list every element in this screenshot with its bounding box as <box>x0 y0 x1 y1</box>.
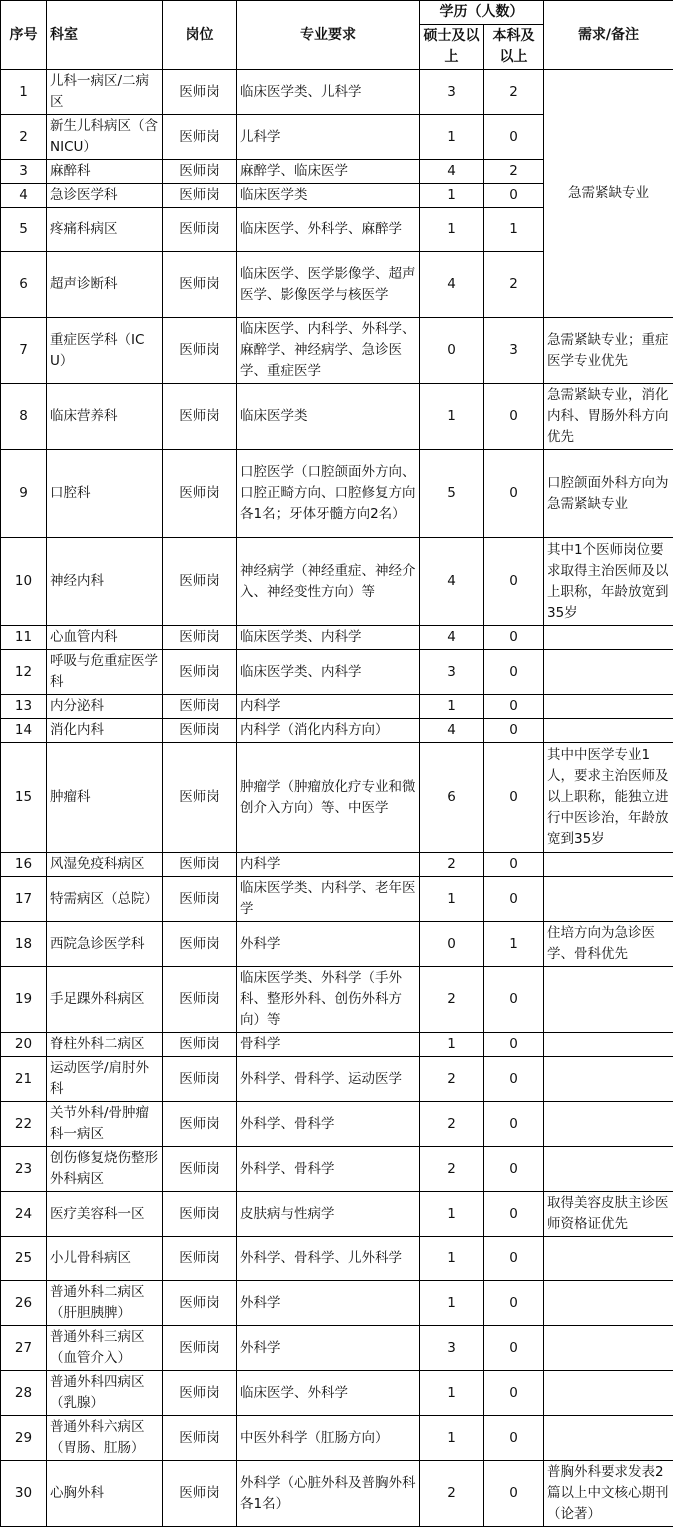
cell-master: 4 <box>420 252 484 318</box>
cell-dept: 新生儿科病区（含NICU） <box>47 115 163 160</box>
cell-bachelor: 0 <box>484 384 544 450</box>
cell-bachelor: 0 <box>484 650 544 695</box>
cell-remark-merged: 急需紧缺专业 <box>544 70 673 318</box>
cell-remark: 取得美容皮肤主诊医师资格证优先 <box>544 1192 673 1237</box>
cell-master: 2 <box>420 1102 484 1147</box>
cell-dept: 普通外科二病区（肝胆胰脾） <box>47 1281 163 1326</box>
cell-major: 口腔医学（口腔颌面外方向、口腔正畸方向、口腔修复方向各1名；牙体牙髓方向2名） <box>237 450 420 538</box>
cell-major: 肿瘤学（肿瘤放化疗专业和微创介入方向）等、中医学 <box>237 743 420 853</box>
cell-remark <box>544 1102 673 1147</box>
cell-no: 28 <box>1 1371 47 1416</box>
cell-remark <box>544 626 673 650</box>
cell-no: 8 <box>1 384 47 450</box>
cell-remark <box>544 1057 673 1102</box>
cell-post: 医师岗 <box>163 538 237 626</box>
table-row <box>1 1057 673 1102</box>
cell-bachelor: 2 <box>484 70 544 115</box>
cell-bachelor: 0 <box>484 1033 544 1057</box>
cell-major: 麻醉学、临床医学 <box>237 160 420 184</box>
cell-no: 18 <box>1 922 47 967</box>
cell-major: 临床医学、外科学、麻醉学 <box>237 208 420 252</box>
cell-dept: 超声诊断科 <box>47 252 163 318</box>
cell-post: 医师岗 <box>163 70 237 115</box>
cell-major: 外科学 <box>237 922 420 967</box>
cell-master: 1 <box>420 1281 484 1326</box>
cell-post: 医师岗 <box>163 719 237 743</box>
table-row <box>1 626 673 650</box>
cell-major: 外科学、骨科学、运动医学 <box>237 1057 420 1102</box>
cell-master: 1 <box>420 1371 484 1416</box>
cell-no: 10 <box>1 538 47 626</box>
cell-dept: 关节外科/骨肿瘤科一病区 <box>47 1102 163 1147</box>
cell-remark <box>544 1326 673 1371</box>
table-row <box>1 967 673 1033</box>
cell-remark <box>544 1033 673 1057</box>
cell-master: 2 <box>420 967 484 1033</box>
cell-no: 30 <box>1 1461 47 1527</box>
cell-no: 9 <box>1 450 47 538</box>
cell-major: 临床医学类、儿科学 <box>237 70 420 115</box>
table-row <box>1 318 673 384</box>
cell-major: 临床医学、外科学 <box>237 1371 420 1416</box>
cell-major: 骨科学 <box>237 1033 420 1057</box>
cell-remark <box>544 650 673 695</box>
cell-remark: 普胸外科要求发表2篇以上中文核心期刊（论著） <box>544 1461 673 1527</box>
cell-dept: 神经内科 <box>47 538 163 626</box>
table-row <box>1 1281 673 1326</box>
cell-post: 医师岗 <box>163 160 237 184</box>
cell-no: 17 <box>1 877 47 922</box>
cell-bachelor: 0 <box>484 626 544 650</box>
cell-remark <box>544 1371 673 1416</box>
cell-bachelor: 0 <box>484 1057 544 1102</box>
cell-bachelor: 0 <box>484 695 544 719</box>
cell-dept: 手足踝外科病区 <box>47 967 163 1033</box>
cell-major: 外科学、骨科学、儿外科学 <box>237 1237 420 1281</box>
header-remark: 需求/备注 <box>544 1 673 70</box>
cell-major: 临床医学类 <box>237 184 420 208</box>
cell-dept: 呼吸与危重症医学科 <box>47 650 163 695</box>
cell-post: 医师岗 <box>163 1147 237 1192</box>
cell-dept: 疼痛科病区 <box>47 208 163 252</box>
table-row <box>1 650 673 695</box>
cell-bachelor: 0 <box>484 115 544 160</box>
cell-post: 医师岗 <box>163 450 237 538</box>
cell-master: 5 <box>420 450 484 538</box>
table-row <box>1 1237 673 1281</box>
cell-post: 医师岗 <box>163 743 237 853</box>
cell-major: 外科学（心脏外科及普胸外科各1名） <box>237 1461 420 1527</box>
cell-major: 临床医学类 <box>237 384 420 450</box>
cell-major: 临床医学类、内科学 <box>237 626 420 650</box>
header-bachelor: 本科及以上 <box>484 25 544 70</box>
table-row <box>1 1371 673 1416</box>
cell-post: 医师岗 <box>163 1102 237 1147</box>
cell-no: 26 <box>1 1281 47 1326</box>
cell-master: 2 <box>420 1147 484 1192</box>
cell-major: 外科学 <box>237 1281 420 1326</box>
cell-master: 4 <box>420 160 484 184</box>
cell-post: 医师岗 <box>163 1281 237 1326</box>
table-row <box>1 877 673 922</box>
cell-remark <box>544 1237 673 1281</box>
cell-dept: 口腔科 <box>47 450 163 538</box>
cell-major: 临床医学类、内科学、老年医学 <box>237 877 420 922</box>
cell-no: 7 <box>1 318 47 384</box>
cell-post: 医师岗 <box>163 184 237 208</box>
cell-remark: 口腔颌面外科方向为急需紧缺专业 <box>544 450 673 538</box>
cell-bachelor: 0 <box>484 1371 544 1416</box>
cell-no: 23 <box>1 1147 47 1192</box>
cell-post: 医师岗 <box>163 1416 237 1461</box>
cell-no: 20 <box>1 1033 47 1057</box>
table-row <box>1 1326 673 1371</box>
cell-dept: 消化内科 <box>47 719 163 743</box>
cell-dept: 心胸外科 <box>47 1461 163 1527</box>
cell-no: 6 <box>1 252 47 318</box>
cell-bachelor: 3 <box>484 318 544 384</box>
table-row <box>1 1192 673 1237</box>
cell-dept: 小儿骨科病区 <box>47 1237 163 1281</box>
cell-no: 14 <box>1 719 47 743</box>
cell-master: 3 <box>420 1326 484 1371</box>
cell-bachelor: 0 <box>484 743 544 853</box>
cell-dept: 西院急诊医学科 <box>47 922 163 967</box>
cell-post: 医师岗 <box>163 650 237 695</box>
table-row <box>1 1147 673 1192</box>
cell-bachelor: 0 <box>484 450 544 538</box>
cell-no: 1 <box>1 70 47 115</box>
cell-master: 1 <box>420 1033 484 1057</box>
cell-dept: 心血管内科 <box>47 626 163 650</box>
cell-post: 医师岗 <box>163 1461 237 1527</box>
cell-dept: 普通外科六病区（胃肠、肛肠） <box>47 1416 163 1461</box>
table-row <box>1 922 673 967</box>
cell-master: 1 <box>420 1192 484 1237</box>
header-master: 硕士及以上 <box>420 25 484 70</box>
cell-bachelor: 0 <box>484 877 544 922</box>
cell-no: 11 <box>1 626 47 650</box>
cell-no: 21 <box>1 1057 47 1102</box>
cell-major: 中医外科学（肛肠方向） <box>237 1416 420 1461</box>
cell-master: 3 <box>420 650 484 695</box>
cell-dept: 创伤修复烧伤整形外科病区 <box>47 1147 163 1192</box>
cell-remark: 住培方向为急诊医学、骨科优先 <box>544 922 673 967</box>
cell-dept: 运动医学/肩肘外科 <box>47 1057 163 1102</box>
cell-remark <box>544 853 673 877</box>
cell-master: 2 <box>420 853 484 877</box>
header-major: 专业要求 <box>237 1 420 70</box>
table-row <box>1 695 673 719</box>
table-row <box>1 450 673 538</box>
table-row <box>1 70 673 115</box>
table-row <box>1 1102 673 1147</box>
cell-bachelor: 0 <box>484 1147 544 1192</box>
cell-post: 医师岗 <box>163 626 237 650</box>
cell-remark <box>544 1281 673 1326</box>
cell-no: 16 <box>1 853 47 877</box>
cell-remark: 急需紧缺专业；重症医学专业优先 <box>544 318 673 384</box>
cell-post: 医师岗 <box>163 384 237 450</box>
cell-post: 医师岗 <box>163 318 237 384</box>
cell-no: 3 <box>1 160 47 184</box>
cell-bachelor: 0 <box>484 1281 544 1326</box>
cell-bachelor: 1 <box>484 208 544 252</box>
cell-major: 内科学（消化内科方向） <box>237 719 420 743</box>
table-row <box>1 384 673 450</box>
cell-master: 1 <box>420 115 484 160</box>
table-row <box>1 719 673 743</box>
cell-dept: 内分泌科 <box>47 695 163 719</box>
cell-no: 29 <box>1 1416 47 1461</box>
table-row <box>1 538 673 626</box>
cell-dept: 特需病区（总院） <box>47 877 163 922</box>
cell-dept: 临床营养科 <box>47 384 163 450</box>
cell-bachelor: 0 <box>484 1192 544 1237</box>
cell-major: 神经病学（神经重症、神经介入、神经变性方向）等 <box>237 538 420 626</box>
cell-post: 医师岗 <box>163 1033 237 1057</box>
cell-no: 22 <box>1 1102 47 1147</box>
cell-remark <box>544 967 673 1033</box>
cell-dept: 风湿免疫科病区 <box>47 853 163 877</box>
header-row-1 <box>1 1 673 25</box>
cell-post: 医师岗 <box>163 877 237 922</box>
cell-no: 13 <box>1 695 47 719</box>
cell-post: 医师岗 <box>163 1237 237 1281</box>
cell-bachelor: 2 <box>484 160 544 184</box>
cell-dept: 普通外科三病区（血管介入） <box>47 1326 163 1371</box>
cell-bachelor: 0 <box>484 967 544 1033</box>
cell-master: 6 <box>420 743 484 853</box>
cell-bachelor: 2 <box>484 252 544 318</box>
cell-bachelor: 0 <box>484 538 544 626</box>
cell-post: 医师岗 <box>163 1371 237 1416</box>
cell-dept: 儿科一病区/二病区 <box>47 70 163 115</box>
cell-master: 0 <box>420 922 484 967</box>
cell-bachelor: 1 <box>484 922 544 967</box>
cell-major: 皮肤病与性病学 <box>237 1192 420 1237</box>
cell-dept: 脊柱外科二病区 <box>47 1033 163 1057</box>
cell-dept: 医疗美容科一区 <box>47 1192 163 1237</box>
cell-master: 4 <box>420 719 484 743</box>
cell-bachelor: 0 <box>484 1461 544 1527</box>
cell-dept: 重症医学科（ICU） <box>47 318 163 384</box>
cell-dept: 急诊医学科 <box>47 184 163 208</box>
cell-master: 4 <box>420 626 484 650</box>
cell-master: 1 <box>420 877 484 922</box>
cell-major: 临床医学、内科学、外科学、麻醉学、神经病学、急诊医学、重症医学 <box>237 318 420 384</box>
cell-master: 2 <box>420 1057 484 1102</box>
cell-remark <box>544 1416 673 1461</box>
cell-no: 25 <box>1 1237 47 1281</box>
cell-master: 1 <box>420 1416 484 1461</box>
cell-no: 12 <box>1 650 47 695</box>
cell-post: 医师岗 <box>163 922 237 967</box>
cell-master: 4 <box>420 538 484 626</box>
cell-remark: 其中1个医师岗位要求取得主治医师及以上职称，年龄放宽到35岁 <box>544 538 673 626</box>
cell-remark <box>544 719 673 743</box>
cell-no: 19 <box>1 967 47 1033</box>
cell-major: 外科学 <box>237 1326 420 1371</box>
cell-no: 4 <box>1 184 47 208</box>
cell-bachelor: 0 <box>484 1237 544 1281</box>
cell-master: 3 <box>420 70 484 115</box>
table-row <box>1 1033 673 1057</box>
cell-no: 15 <box>1 743 47 853</box>
cell-remark <box>544 877 673 922</box>
header-no: 序号 <box>1 1 47 70</box>
cell-remark: 其中中医学专业1人，要求主治医师及以上职称，能独立进行中医诊治，年龄放宽到35岁 <box>544 743 673 853</box>
table-row <box>1 1416 673 1461</box>
cell-master: 1 <box>420 695 484 719</box>
header-post: 岗位 <box>163 1 237 70</box>
cell-master: 1 <box>420 184 484 208</box>
cell-post: 医师岗 <box>163 967 237 1033</box>
cell-post: 医师岗 <box>163 115 237 160</box>
cell-master: 1 <box>420 1237 484 1281</box>
cell-major: 内科学 <box>237 695 420 719</box>
cell-master: 0 <box>420 318 484 384</box>
cell-bachelor: 0 <box>484 184 544 208</box>
cell-major: 外科学、骨科学 <box>237 1102 420 1147</box>
cell-major: 外科学、骨科学 <box>237 1147 420 1192</box>
cell-no: 24 <box>1 1192 47 1237</box>
cell-post: 医师岗 <box>163 853 237 877</box>
cell-post: 医师岗 <box>163 1326 237 1371</box>
cell-no: 5 <box>1 208 47 252</box>
cell-dept: 肿瘤科 <box>47 743 163 853</box>
cell-remark <box>544 1147 673 1192</box>
cell-remark: 急需紧缺专业，消化内科、胃肠外科方向优先 <box>544 384 673 450</box>
header-edu: 学历（人数） <box>420 1 544 25</box>
cell-bachelor: 0 <box>484 1326 544 1371</box>
cell-post: 医师岗 <box>163 252 237 318</box>
table-row <box>1 1461 673 1527</box>
cell-bachelor: 0 <box>484 1416 544 1461</box>
table-row <box>1 853 673 877</box>
table-row <box>1 743 673 853</box>
cell-no: 2 <box>1 115 47 160</box>
cell-major: 儿科学 <box>237 115 420 160</box>
header-dept: 科室 <box>47 1 163 70</box>
cell-remark <box>544 695 673 719</box>
cell-post: 医师岗 <box>163 1192 237 1237</box>
cell-major: 临床医学、医学影像学、超声医学、影像医学与核医学 <box>237 252 420 318</box>
cell-major: 内科学 <box>237 853 420 877</box>
cell-post: 医师岗 <box>163 1057 237 1102</box>
cell-master: 2 <box>420 1461 484 1527</box>
cell-post: 医师岗 <box>163 695 237 719</box>
cell-major: 临床医学类、外科学（手外科、整形外科、创伤外科方向）等 <box>237 967 420 1033</box>
cell-bachelor: 0 <box>484 1102 544 1147</box>
cell-master: 1 <box>420 384 484 450</box>
cell-dept: 普通外科四病区（乳腺） <box>47 1371 163 1416</box>
cell-post: 医师岗 <box>163 208 237 252</box>
cell-major: 临床医学类、内科学 <box>237 650 420 695</box>
cell-master: 1 <box>420 208 484 252</box>
cell-bachelor: 0 <box>484 719 544 743</box>
cell-no: 27 <box>1 1326 47 1371</box>
cell-dept: 麻醉科 <box>47 160 163 184</box>
cell-bachelor: 0 <box>484 853 544 877</box>
